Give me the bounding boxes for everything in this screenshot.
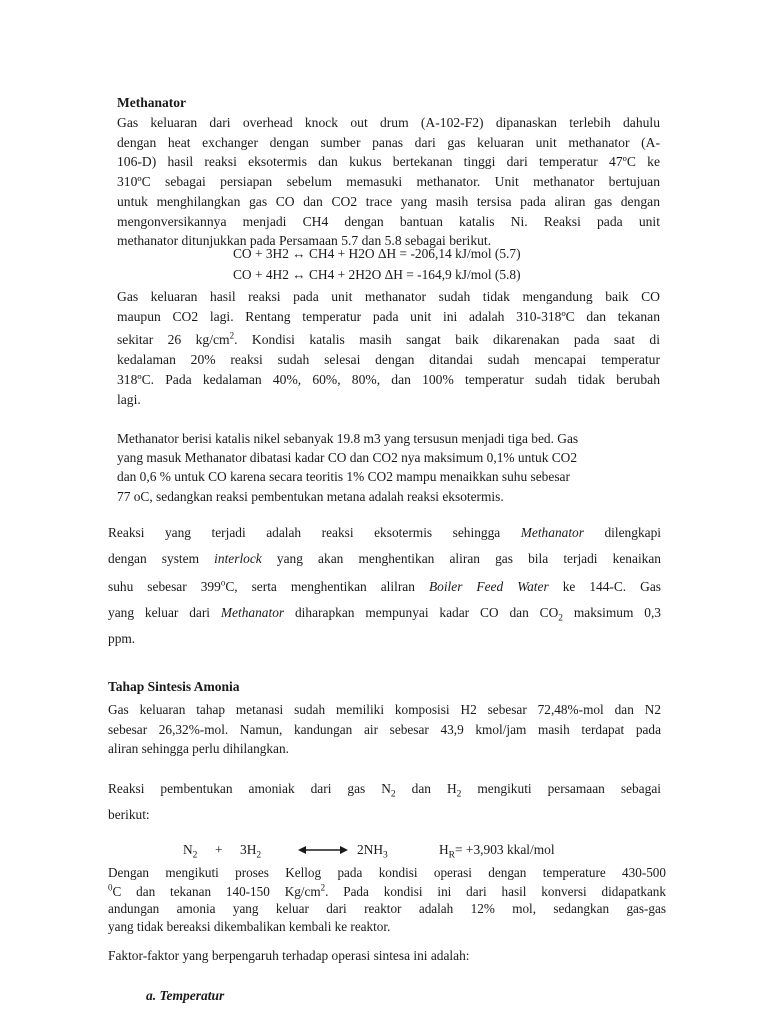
ammonia-equation-nh3: $2NH_3$: [357, 842, 388, 861]
equation-5-7: CO + 3H2 ↔ CH4 + H2O ΔH = -206,14 kJ/mol (5.7): [233, 246, 521, 261]
sintesis-paragraph-1: Gas keluaran tahap metanasi sudah memiliki komposisi H2 sebesar 72,48%-mol dan N2 sebesar 26,32%-mol. Namun, kandungan air sebesar 43,9 kmol/jam masih terdapat pada aliran sehingga perlu dihilangkan.: [108, 702, 661, 756]
subheading-temperatur: a. Temperatur: [146, 988, 225, 1003]
section-heading-sintesis: Tahap Sintesis Amonia: [108, 679, 240, 694]
section-heading-methanator: Methanator: [117, 95, 186, 110]
sintesis-paragraph-2: Reaksi pembentukan amoniak dari gas $N_2$ dan $H_2$ mengikuti persamaan sebagai berikut:: [108, 781, 661, 822]
double-arrow-icon: [298, 844, 348, 856]
equation-5-8: CO + 4H2 ↔ CH4 + 2H2O ΔH = -164,9 kJ/mol (5.8): [233, 267, 521, 282]
methanator-paragraph-2: Gas keluaran hasil reaksi pada unit methanator sudah tidak mengandung baik CO maupun CO2 lagi. Rentang temperatur pada unit ini adalah 310-318ºC dan tekanan sekitar 26 $kg/cm^2$. Kondisi katalis masih sangat baik dikarenakan pada saat di kedalaman 20% reaksi sudah selesai dengan ditandai sudah mencapai temperatur 318ºC. Pada kedalaman 40%, 60%, 80%, dan 100% temperatur sudah tidak berubah lagi.: [117, 289, 660, 407]
methanator-paragraph-3: Methanator berisi katalis nikel sebanyak 19.8 m3 yang tersusun menjadi tiga bed. Gas yang masuk Methanator dibatasi kadar CO dan CO2 nya maksimum 0,1% untuk CO2 dan 0,6 % untuk CO karena secara teoritis 1% CO2 mampu menaikkan suhu sebesar 77 oC, sedangkan reaksi pembentukan metana adalah reaksi eksotermis.: [117, 431, 579, 504]
methanator-paragraph-1: Gas keluaran dari overhead knock out drum (A-102-F2) dipanaskan terlebih dahulu dengan heat exchanger dengan sumber panas dari gas keluaran unit methanator (A- 106-D) hasil reaksi eksotermis dan kukus bertekanan tinggi dari temperatur 47ºC ke 310ºC sebagai persiapan sebelum memasuki methanator. Unit methanator bertujuan untuk menghilangkan gas CO dan CO2 trace yang masih tersisa pada aliran gas dengan mengonversikannya menjadi CH4 dengan bantuan katalis Ni. Reaksi pada unit methanator ditunjukkan pada Persamaan 5.7 dan 5.8 sebagai berikut.: [117, 115, 660, 249]
ammonia-equation-enthalpy: $H_R= +3,903$ kkal/mol: [439, 842, 555, 861]
reaksi-paragraph: Reaksi yang terjadi adalah reaksi eksotermis sehingga Methanator dilengkapi dengan system interlock yang akan menghentikan aliran gas bila terjadi kenaikan suhu sebesar 399$^o$C, serta menghentikan alilran Boiler Feed Water ke 144-C. Gas yang keluar dari Methanator diharapkan mempunyai kadar CO dan $CO_2$ maksimum 0,3 ppm.: [108, 525, 661, 646]
sintesis-paragraph-3: Dengan mengikuti proses Kellog pada kondisi operasi dengan temperature 430-500 $^0$C dan tekanan 140-150 $Kg/cm^2$. Pada kondisi ini dari hasil konversi didapatkank andungan amonia yang keluar dari reaktor adalah 12% mol, sedangkan gas-gas yang tidak bereaksi dikembalikan kembali ke reaktor.: [108, 865, 666, 934]
ammonia-equation-plus: +: [215, 842, 223, 857]
ammonia-equation-n2: $N_2$: [183, 842, 198, 861]
ammonia-equation-h2: $3H_2$: [240, 842, 262, 861]
sintesis-paragraph-4: Faktor-faktor yang berpengaruh terhadap operasi sintesa ini adalah:: [108, 948, 470, 963]
